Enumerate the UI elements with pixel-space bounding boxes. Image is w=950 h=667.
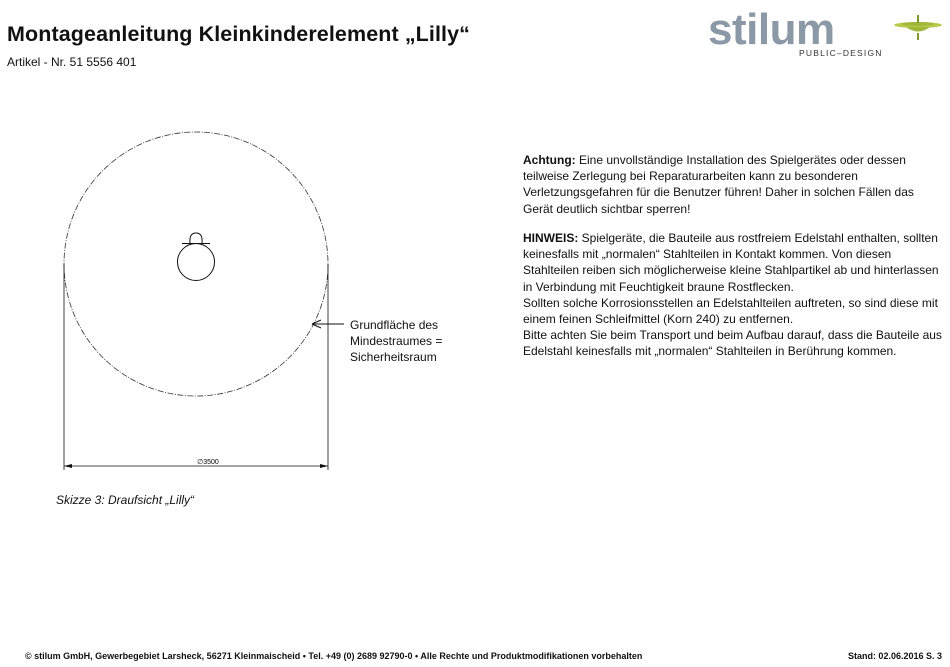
dimension-arrow-right (320, 464, 328, 468)
top-view-sketch (50, 120, 470, 480)
hint-text: Spielgeräte, die Bauteile aus rostfreiem Edelstahl enthalten, sollten keinesfalls mit „normalen“ Stahlteilen in Kontakt kommen. Von diesen Stahlteilen reiben sich möglicherweise kleine Stahlpartikel ab und hinterlassen in Verbindung mit Feuchtigkeit braune Rostflecken. (523, 231, 939, 294)
safety-area-label-line: Grundfläche des (350, 318, 439, 332)
page-title: Montageanleitung Kleinkinderelement „Lilly“ (7, 22, 471, 46)
logo-wordmark: stilum (708, 5, 835, 54)
hint-paragraph-3: Bitte achten Sie beim Transport und beim Aufbau darauf, dass die Bauteile aus Edelstahl keinesfalls mit „normalen“ Stahlteilen in Berührung kommen. (523, 328, 942, 359)
safety-area-label (350, 317, 442, 365)
sketch-caption: Skizze 3: Draufsicht „Lilly“ (56, 493, 195, 507)
hint-label: HINWEIS: (523, 231, 579, 245)
footer-date-page: Stand: 02.06.2016 S. 3 (847, 651, 942, 661)
safety-area-label-line: Mindestraumes = (350, 334, 443, 348)
warning-label: Achtung: (523, 153, 576, 167)
logo-tagline: PUBLIC–DESIGN (799, 48, 883, 58)
stilum-logo (706, 5, 946, 62)
hint-section (523, 230, 943, 360)
safety-area-label-line: Sicherheitsraum (350, 350, 437, 364)
hint-paragraph-2: Sollten solche Korrosionsstellen an Edelstahlteilen auftreten, so sind diese mit einem feinen Schleifmittel (Korn 240) zu entfernen. (523, 295, 938, 327)
hint-paragraph (523, 230, 943, 295)
article-number: Artikel - Nr. 51 5556 401 (7, 55, 137, 69)
device-handle (190, 233, 202, 243)
sketch-drawing (50, 120, 470, 480)
footer-copyright: © stilum GmbH, Gewerbegebiet Larsheck, 56271 Kleinmaischeid • Tel. +49 (0) 2689 92790-0 • Alle Rechte und Produktmodifikationen vorbehalten (25, 651, 643, 661)
safety-area-circle (64, 132, 328, 396)
warning-paragraph (523, 152, 943, 217)
diameter-label: ∅3500 (197, 459, 219, 466)
dimension-arrow-left (64, 464, 72, 468)
device-base-circle (178, 244, 215, 281)
spinning-top-icon (892, 12, 946, 42)
warning-text: Eine unvollständige Installation des Spielgerätes oder dessen teilweise Zerlegung bei Reparaturarbeiten kann zu besonderen Verletzungsgefahren für die Benutzer führen! Daher in solchen Fällen das Gerät deutlich sichtbar sperren! (523, 153, 914, 216)
